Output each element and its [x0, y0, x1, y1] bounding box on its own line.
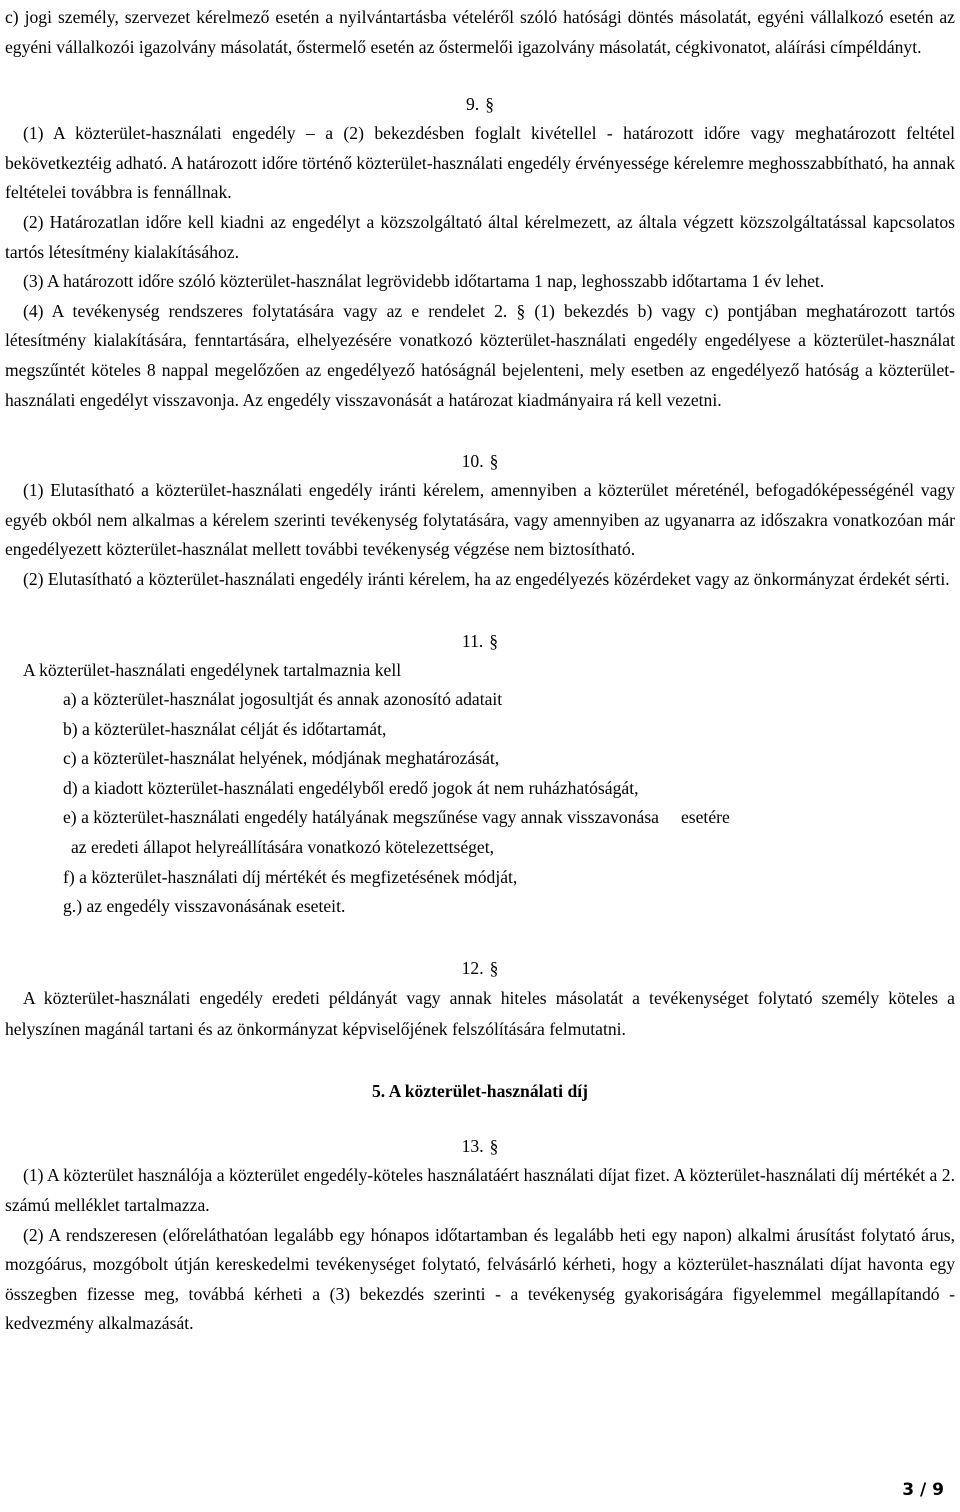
section-symbol: §	[516, 300, 526, 321]
section-number: 10.	[461, 451, 484, 472]
spacer	[0, 415, 960, 447]
list-item: g.) az engedély visszavonásának eseteit.	[63, 896, 346, 917]
section-10-paragraph-2: (2) Elutasítható a közterület-használati engedély iránti kérelem, ha az engedélyezés közérdeket vagy az önkormányzat érdekét sérti.	[23, 568, 950, 589]
section-12-heading	[0, 954, 960, 983]
paragraph-4-start: (4) A tevékenység rendszeres folytatására vagy az e rendelet 2.	[23, 300, 508, 321]
list-item: e) a közterület-használati engedély hatályának megszűnése vagy annak visszavonása esetére	[63, 807, 730, 828]
section-number: 11.	[461, 630, 484, 651]
list-item: f) a közterület-használati díj mértékét és megfizetésének módját,	[63, 866, 518, 887]
section-11-intro: A közterület-használati engedélynek tartalmaznia kell	[23, 659, 402, 680]
spacer	[0, 922, 960, 954]
section-13-paragraph-2: (2) A rendszeresen (előreláthatóan legalább egy hónapos időtartamban és legalább heti egy napon) alkalmi árusítást folytató árus, mozgóárus, mozgóbolt útján kereskedelmi tevékenységet folytató, felvásárló kérheti, hogy a közterület-használati díjat havonta egy összegben fizesse meg, továbbá kérheti a (3) bekezdés szerinti - a tevékenység gyakoriságára figyelemmel megállapítandó - kedvezmény alkalmazását.	[5, 1224, 955, 1334]
section-9-paragraph-3: (3) A határozott időre szóló közterület-használat legrövidebb időtartama 1 nap, leghosszabb időtartama 1 év lehet.	[23, 271, 825, 292]
section-9-paragraph-4	[0, 297, 960, 415]
section-symbol: §	[489, 1136, 499, 1157]
page-number: 3 / 9	[902, 1480, 944, 1501]
section-13-paragraph-1: (1) A közterület használója a közterület engedély-köteles használatáért használati díjat fizet. A közterület-használati díj mértékét a 2. számú melléklet tartalmazza.	[5, 1165, 955, 1216]
spacer	[0, 62, 960, 90]
list-item: a) a közterület-használat jogosultját és annak azonosító adatait	[63, 689, 503, 710]
list-item: c) a közterület-használat helyének, módjának meghatározását,	[63, 748, 500, 769]
spacer	[0, 1106, 960, 1132]
section-10-paragraph-1: (1) Elutasítható a közterület-használati engedély iránti kérelem, amennyiben a közterület méreténél, befogadóképességénél vagy egyéb okból nem alkalmas a kérelem szerinti tevékenység folytatására, vagy amennyiben az ugyanarra az időszakra vonatkozóan már engedélyezett közterület-használat mellett további tevékenység végzése nem biztosítható.	[5, 480, 955, 560]
section-13-heading	[0, 1132, 960, 1161]
spacer	[0, 595, 960, 627]
section-12-paragraph-1: A közterület-használati engedély eredeti példányát vagy annak hiteles másolatát a tevékenységet folytató személy köteles a helyszínen magánál tartani és az önkormányzat képviselőjének felszólítására felmutatni.	[5, 987, 955, 1039]
list-item: b) a közterület-használat célját és időtartamát,	[63, 718, 387, 739]
section-9-heading	[0, 90, 960, 119]
section-10-heading	[0, 447, 960, 476]
section-number: 13.	[461, 1136, 484, 1157]
spacer	[0, 1045, 960, 1077]
list-item-continuation: az eredeti állapot helyreállítására vonatkozó kötelezettséget,	[71, 837, 495, 858]
section-9-paragraph-2: (2) Határozatlan időre kell kiadni az engedélyt a közszolgáltató által kérelmezett, az általa végzett közszolgáltatással kapcsolatos tartós létesítmény kialakításához.	[5, 211, 955, 262]
list-item: d) a kiadott közterület-használati engedélyből eredő jogok át nem ruházhatóságát,	[63, 777, 639, 798]
section-number: 12.	[461, 957, 484, 978]
section-symbol: §	[485, 94, 494, 115]
section-number: 9.	[466, 94, 480, 115]
section-symbol: §	[489, 957, 499, 978]
section-11-list	[0, 685, 960, 922]
section-11-heading	[0, 627, 960, 656]
paragraph-4-rest: (1) bekezdés b) vagy c) pontjában meghatározott tartós létesítmény kialakítására, fenntartására, elhelyezésére vonatkozó közterület-használati engedély engedélyese a közterület-használat megszűntét köteles 8 nappal megelőzően az engedélyező hatóságnál bejelenteni, mely esetben az engedélyező hatóság a közterület-használati engedélyt visszavonja. Az engedély visszavonását a határozat kiadmányaira rá kell vezetni.	[5, 300, 956, 410]
chapter-title: 5. A közterület-használati díj	[371, 1080, 588, 1101]
section-9-paragraph-1: (1) A közterület-használati engedély – a (2) bekezdésben foglalt kivétellel - határozott időre vagy meghatározott feltétel bekövetkeztéig adható. A határozott időre történő közterület-használati engedély érvényessége kérelemre meghosszabbítható, ha annak feltételei továbbra is fennállnak.	[5, 123, 955, 203]
section-symbol: §	[489, 451, 499, 472]
section-symbol: §	[489, 630, 499, 651]
paragraph-c: c) jogi személy, szervezet kérelmező esetén a nyilvántartásba vételéről szóló hatósági döntés másolatát, egyéni vállalkozó esetén az egyéni vállalkozói igazolvány másolatát, őstermelő esetén az őstermelői igazolvány másolatát, cégkivonatot, aláírási címpéldányt.	[5, 7, 955, 57]
